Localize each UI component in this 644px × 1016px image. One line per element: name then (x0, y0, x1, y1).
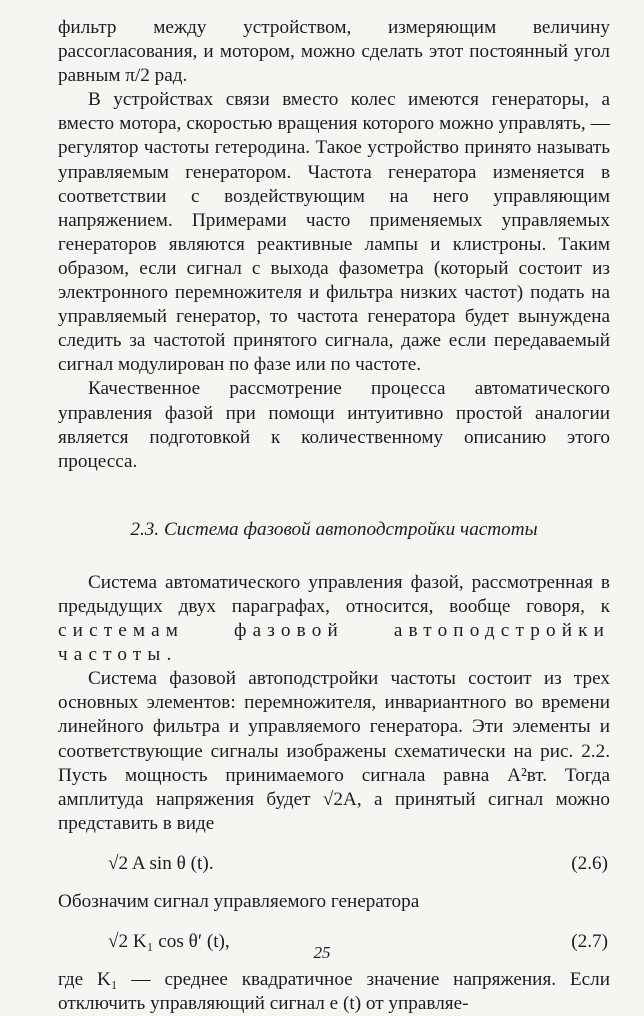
intro-text: Система автоматического управления фазой, рассмотренная в предыдущих двух параграфах, относится, вообще говоря, к (58, 571, 610, 617)
equation-2-7-number: (2.7) (571, 931, 608, 953)
page-number: 25 (313, 943, 331, 962)
paragraph-elements: Система фазовой автоподстройки частоты состоит из трех основных элементов: перемножителя, инвариантного во времени линейного фильтра и управляемого генератора. Эти элементы и соответствующие сигналы изображены схематически на рис. 2.2. Пусть мощность принимаемого сигнала равна A²вт. Тогда амплитуда напряжения будет √2A, а принятый сигнал можно представить в виде (58, 668, 610, 834)
equation-2-7-formula: √2 K₁ cos θ′ (t), (108, 931, 230, 953)
text-column (58, 16, 610, 1016)
paragraph-notation: Обозначим сигнал управляемого генератора (58, 891, 420, 912)
paragraph-qualitative: Качественное рассмотрение процесса автоматического управления фазой при помощи интуитивно простой аналогии является подготовкой к количественному описанию этого процесса. (58, 378, 610, 472)
intro-spaced-term: системам фазовой автоподстройки частоты (58, 620, 610, 666)
paragraph-intro (58, 571, 610, 667)
section-heading: 2.3. Система фазовой автоподстройки частоты (130, 518, 538, 540)
intro-end: . (166, 644, 172, 666)
equation-2-6 (58, 852, 610, 876)
equation-2-6-formula: √2 A sin θ (t). (108, 852, 214, 874)
equation-2-6-number: (2.6) (571, 852, 608, 874)
paragraph-oscillators: В устройствах связи вместо колес имеются генераторы, а вместо мотора, скоростью вращения которого можно управлять, —регулятор частоты гетеродина. Такое устройство принято называть управляемым генератором. Частота генератора изменяется в соответствии с воздействующим на него управляющим напряжением. Примерами часто применяемых управляемых генераторов являются реактивные лампы и клистроны. Таким образом, если сигнал с выхода фазометра (который состоит из электронного перемножителя и фильтра низких частот) подать на управляемый генератор, то частота генератора будет вынуждена следить за частотой принятого сигнала, даже если передаваемый сигнал модулирован по фазе или по частоте. (58, 89, 610, 376)
paragraph-continuation: фильтр между устройством, измеряющим величину рассогласования, и мотором, можно сделать этот постоянный угол равным π/2 рад. (58, 17, 610, 87)
paragraph-last: где K₁ — среднее квадратичное значение напряжения. Если отключить управляющий сигнал e (t) от управляе- (58, 969, 610, 1015)
